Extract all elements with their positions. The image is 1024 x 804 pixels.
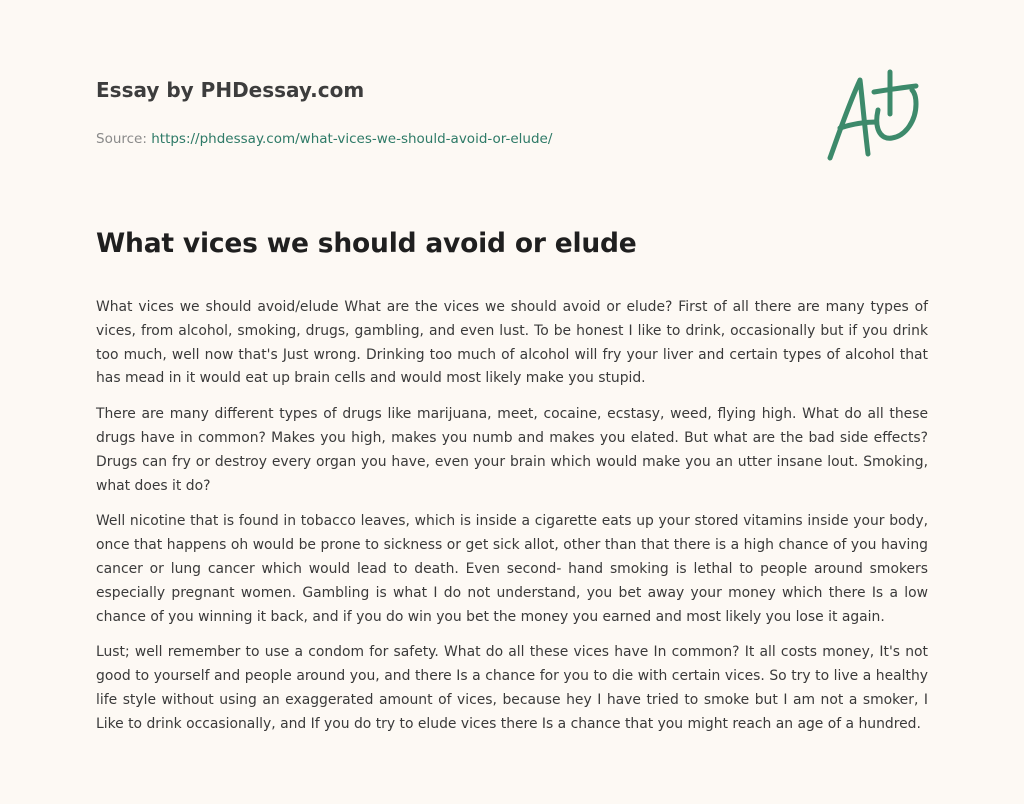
- essay-paragraph: Well nicotine that is found in tobacco leaves, which is inside a cigarette eats up your stored vitamins inside your body, once that happens oh would be prone to sickness or get sick allot, other than that there is a high chance of you having cancer or lung cancer which would lead to death. Even second- hand smoking is lethal to people around smokers especially pregnant women. Gambling is what I do not understand, you bet away your money which there Is a low chance of you winning it back, and if you do win you bet the money you earned and most likely you lose it again.: [96, 513, 928, 625]
- page-header: [96, 76, 796, 148]
- source-link[interactable]: https://phdessay.com/what-vices-we-should-avoid-or-elude/: [151, 131, 553, 147]
- a-plus-logo-icon: [818, 66, 934, 166]
- source-line: [96, 130, 796, 148]
- essay-paragraph: Lust; well remember to use a condom for safety. What do all these vices have In common? It all costs money, It's not good to yourself and people around you, and there Is a chance for you to die with certain vices. So try to live a healthy life style without using an exaggerated amount of vices, because hey I have tried to smoke but I am not a smoker, I Like to drink occasionally, and If you do try to elude vices there Is a chance that you might reach an age of a hundred.: [96, 644, 928, 732]
- essay-content: [96, 226, 928, 749]
- essay-paragraph: There are many different types of drugs like marijuana, meet, cocaine, ecstasy, weed, flying high. What do all these drugs have in common? Makes you high, makes you numb and makes you elated. But what are the bad side effects? Drugs can fry or destroy every organ you have, even your brain which would make you an utter insane lout. Smoking, what does it do?: [96, 406, 928, 494]
- essay-paragraph: What vices we should avoid/elude What are the vices we should avoid or elude? First of all there are many types of vices, from alcohol, smoking, drugs, gambling, and even lust. To be honest I like to drink, occasionally but if you drink too much, well now that's Just wrong. Drinking too much of alcohol will fry your liver and certain types of alcohol that has mead in it would eat up brain cells and would most likely make you stupid.: [96, 299, 928, 387]
- essay-title: What vices we should avoid or elude: [96, 228, 637, 259]
- source-label: Source:: [96, 131, 152, 147]
- site-title: Essay by PHDessay.com: [96, 78, 365, 102]
